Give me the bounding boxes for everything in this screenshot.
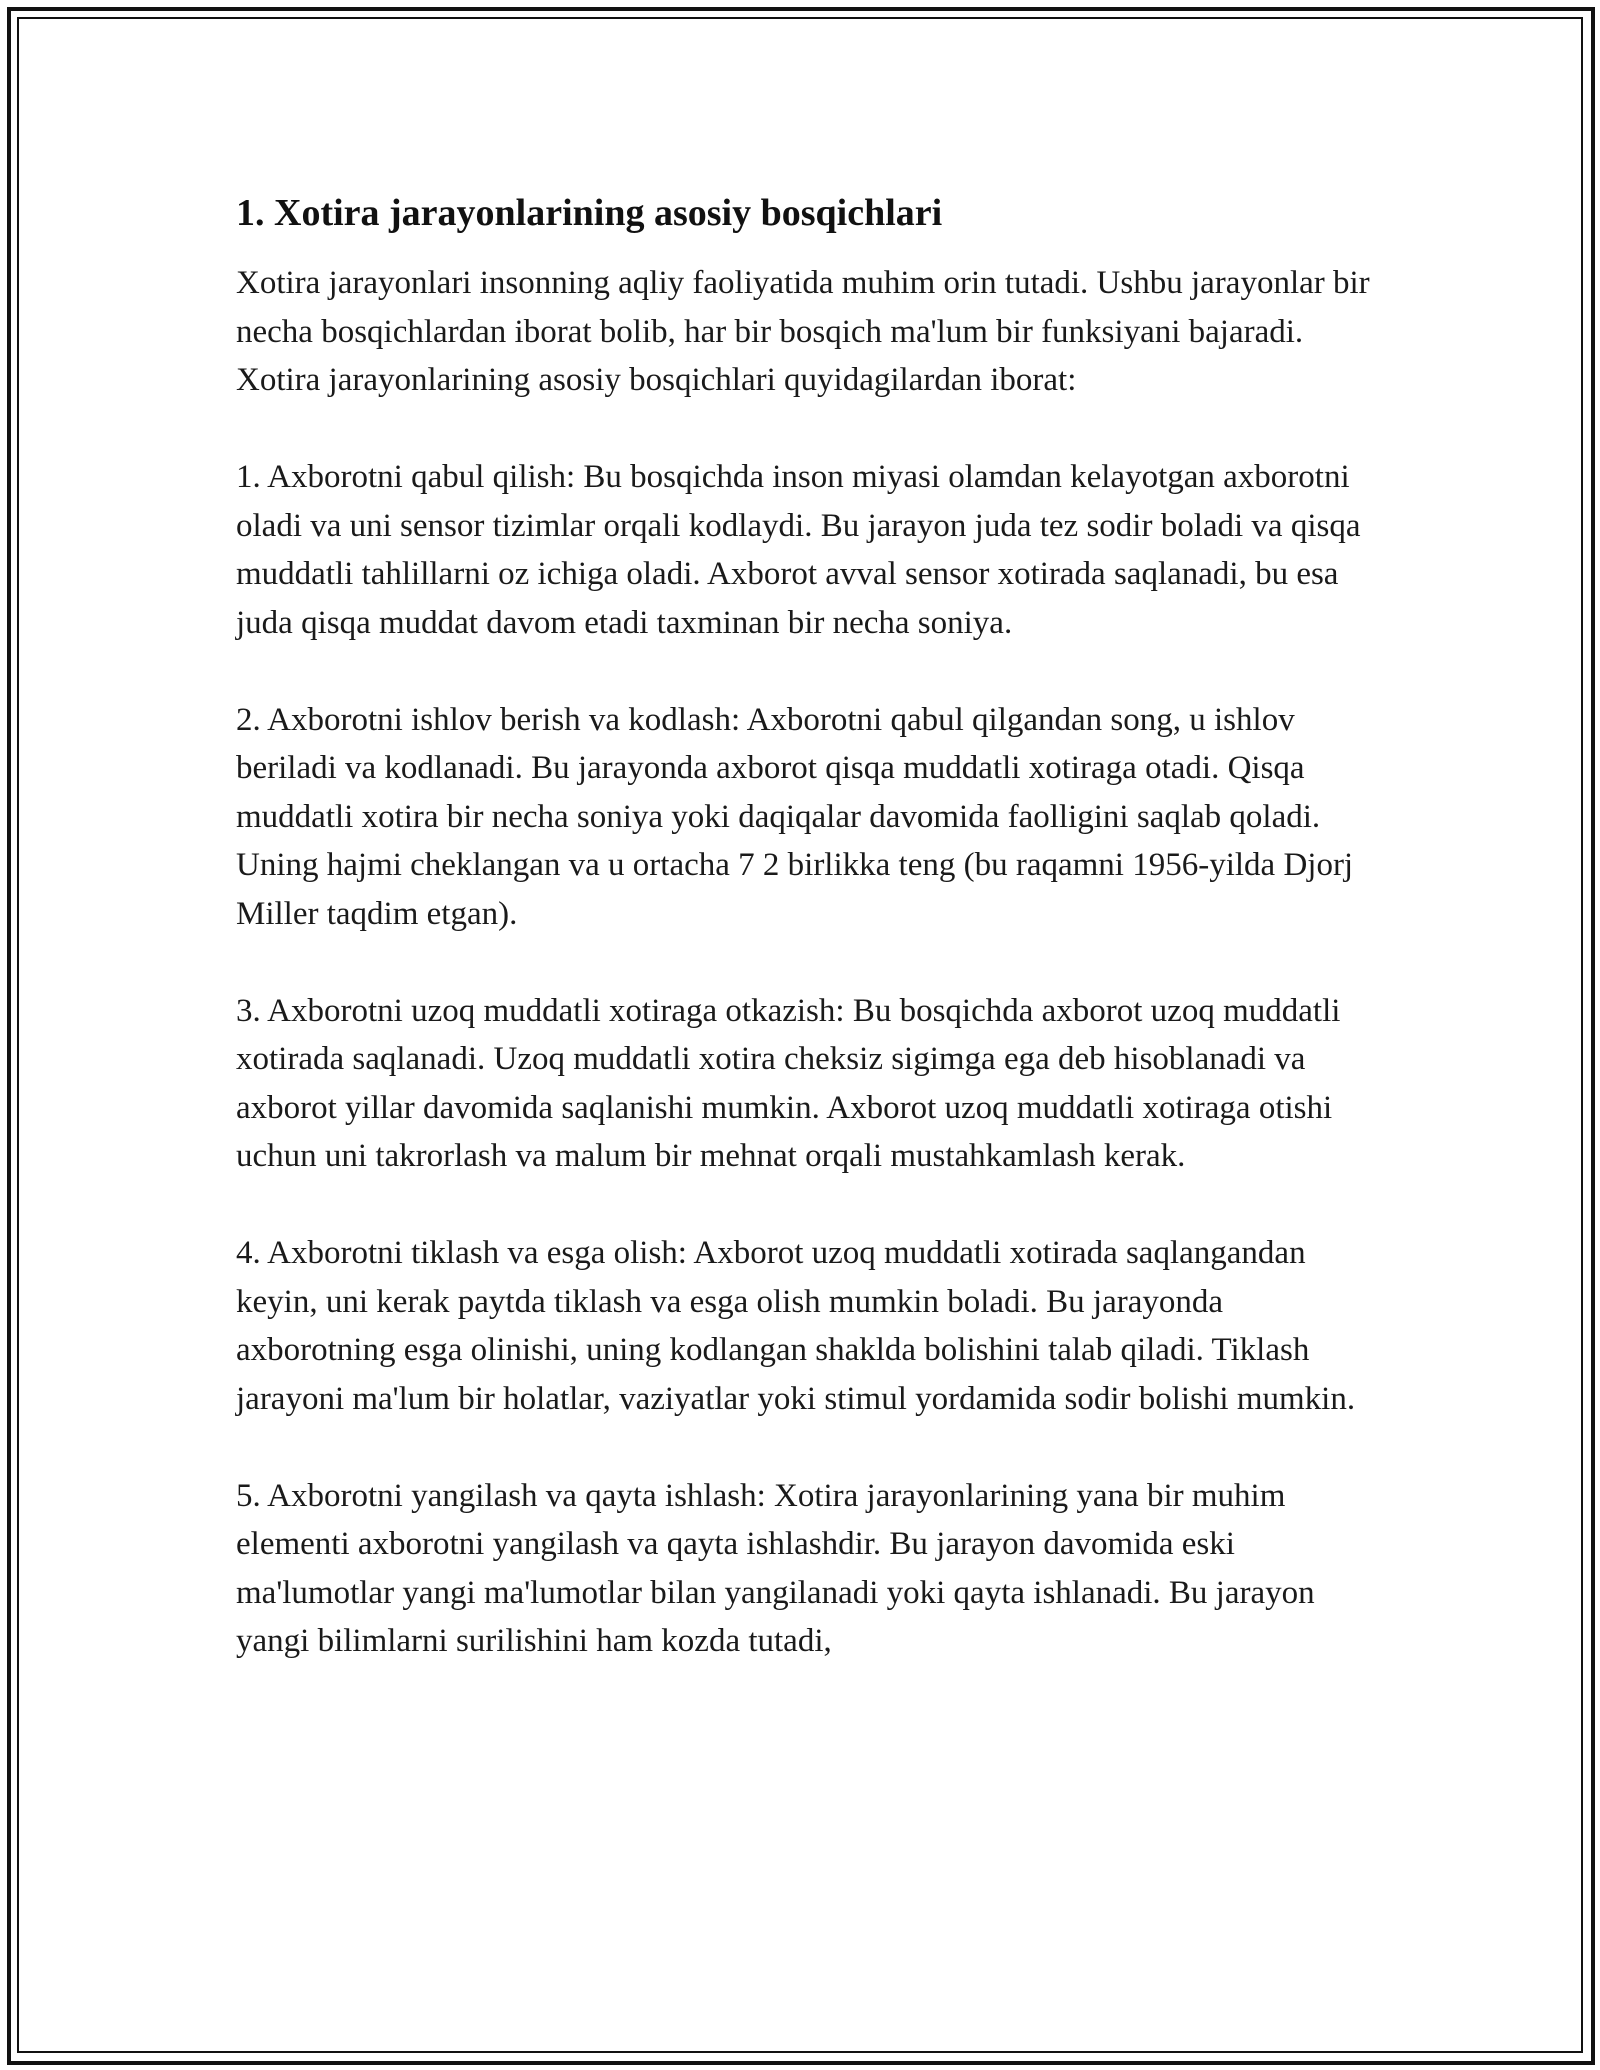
- stage-5-paragraph: 5. Axborotni yangilash va qayta ishlash: Xotira jarayonlarining yana bir muhim elementi axborotni yangilash va qayta ishlashdir. Bu jarayon davomida eski ma'lumotlar yangi ma'lumotlar bilan yangilanadi yoki qayta ishlanadi. Bu jarayon yangi bilimlarni surilishini ham kozda tutadi,: [236, 1477, 1315, 1659]
- stage-1-paragraph: 1. Axborotni qabul qilish: Bu bosqichda inson miyasi olamdan kelayotgan axborotni oladi va uni sensor tizimlar orqali kodlaydi. Bu jarayon juda tez sodir boladi va qisqa muddatli tahlillarni oz ichiga oladi. Axborot avval sensor xotirada saqlanadi, bu esa juda qisqa muddat davom etadi taxminan bir necha soniya.: [236, 459, 1361, 641]
- intro-paragraph: Xotira jarayonlari insonning aqliy faoliyatida muhim orin tutadi. Ushbu jarayonlar bir necha bosqichlardan iborat bolib, har bir bosqich ma'lum bir funksiyani bajaradi. Xotira jarayonlarining asosiy bosqichlari quyidagilardan iborat:: [236, 265, 1370, 398]
- section-heading: 1. Xotira jarayonlarining asosiy bosqichlari: [236, 192, 943, 234]
- stage-3-paragraph: 3. Axborotni uzoq muddatli xotiraga otkazish: Bu bosqichda axborot uzoq muddatli xotirada saqlanadi. Uzoq muddatli xotira cheksiz sigimga ega deb hisoblanadi va axborot yillar davomida saqlanishi mumkin. Axborot uzoq muddatli xotiraga otishi uchun uni takrorlash va malum bir mehnat orqali mustahkamlash kerak.: [236, 992, 1341, 1174]
- document-body: [236, 185, 1376, 1666]
- stage-4-paragraph: 4. Axborotni tiklash va esga olish: Axborot uzoq muddatli xotirada saqlangandan keyin, uni kerak paytda tiklash va esga olish mumkin boladi. Bu jarayonda axborotning esga olinishi, uning kodlangan shaklda bolishini talab qiladi. Tiklash jarayoni ma'lum bir holatlar, vaziyatlar yoki stimul yordamida sodir bolishi mumkin.: [236, 1235, 1356, 1417]
- stage-2-paragraph: 2. Axborotni ishlov berish va kodlash: Axborotni qabul qilgandan song, u ishlov beriladi va kodlanadi. Bu jarayonda axborot qisqa muddatli xotiraga otadi. Qisqa muddatli xotira bir necha soniya yoki daqiqalar davomida faolligini saqlab qoladi. Uning hajmi cheklangan va u ortacha 7 2 birlikka teng (bu raqamni 1956-yilda Djorj Miller taqdim etgan).: [236, 701, 1354, 932]
